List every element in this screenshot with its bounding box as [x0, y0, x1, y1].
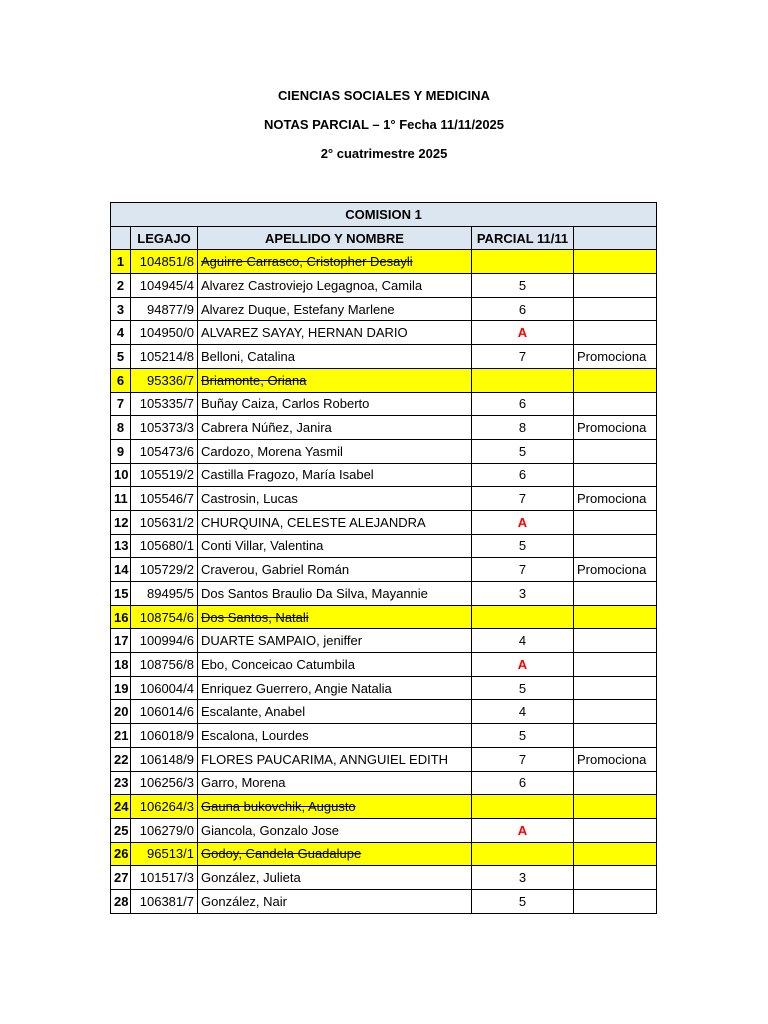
row-legajo: 104851/8 — [131, 250, 198, 274]
row-name-text: Cabrera Núñez, Janira — [201, 420, 332, 436]
row-name-text: Belloni, Catalina — [201, 348, 295, 364]
term-title: 2° cuatrimestre 2025 — [320, 146, 448, 161]
row-grade: A — [472, 818, 574, 842]
row-number: 6 — [111, 368, 131, 392]
institution-title: CIENCIAS SOCIALES Y MEDICINA — [278, 88, 490, 103]
row-observation — [574, 629, 657, 653]
row-grade: 8 — [472, 416, 574, 440]
column-header-notes — [574, 226, 657, 250]
row-grade — [472, 368, 574, 392]
table-row — [111, 321, 657, 345]
row-name — [198, 416, 472, 440]
row-grade — [472, 795, 574, 819]
row-name-text: Enriquez Guerrero, Angie Natalia — [201, 680, 392, 696]
row-legajo: 105546/7 — [131, 487, 198, 511]
row-observation — [574, 700, 657, 724]
row-observation — [574, 463, 657, 487]
row-observation — [574, 842, 657, 866]
row-observation — [574, 582, 657, 606]
row-number: 22 — [111, 747, 131, 771]
group-title: COMISION 1 — [111, 203, 657, 227]
row-legajo: 106014/6 — [131, 700, 198, 724]
table-row — [111, 274, 657, 298]
row-observation — [574, 439, 657, 463]
row-name — [198, 558, 472, 582]
row-number: 19 — [111, 676, 131, 700]
row-observation: Promociona — [574, 345, 657, 369]
row-name-text: Alvarez Castroviejo Legagnoa, Camila — [201, 277, 423, 293]
row-legajo: 104950/0 — [131, 321, 198, 345]
row-name — [198, 700, 472, 724]
row-legajo: 105519/2 — [131, 463, 198, 487]
row-name-text: Dos Santos Braulio Da Silva, Mayannie — [201, 585, 428, 601]
row-name-text: Giancola, Gonzalo Jose — [201, 822, 340, 838]
row-grade: 5 — [472, 274, 574, 298]
row-observation — [574, 818, 657, 842]
row-observation — [574, 676, 657, 700]
table-row — [111, 795, 657, 819]
table-row — [111, 653, 657, 677]
row-observation: Promociona — [574, 558, 657, 582]
row-grade: 6 — [472, 392, 574, 416]
table-row — [111, 866, 657, 890]
row-name — [198, 866, 472, 890]
row-number: 28 — [111, 889, 131, 913]
row-observation — [574, 889, 657, 913]
row-observation — [574, 368, 657, 392]
row-grade — [472, 605, 574, 629]
row-legajo: 108754/6 — [131, 605, 198, 629]
row-name — [198, 392, 472, 416]
column-header-row — [111, 226, 657, 250]
row-grade: 4 — [472, 629, 574, 653]
row-legajo: 95336/7 — [131, 368, 198, 392]
row-name-text: Aguirre Carrasco, Cristopher Desayli — [201, 254, 413, 270]
row-name-text: Godoy, Candela Guadalupe — [201, 846, 362, 862]
row-number: 2 — [111, 274, 131, 298]
table-row — [111, 297, 657, 321]
row-observation — [574, 250, 657, 274]
row-legajo: 89495/5 — [131, 582, 198, 606]
row-name — [198, 487, 472, 511]
group-title-row — [111, 203, 657, 227]
row-name — [198, 510, 472, 534]
row-name — [198, 250, 472, 274]
table-row — [111, 558, 657, 582]
row-number: 12 — [111, 510, 131, 534]
row-name-text: Conti Villar, Valentina — [201, 538, 324, 554]
exam-title: NOTAS PARCIAL – 1° Fecha 11/11/2025 — [263, 117, 505, 132]
row-grade: 5 — [472, 724, 574, 748]
row-grade — [472, 250, 574, 274]
row-grade: 7 — [472, 345, 574, 369]
row-observation — [574, 534, 657, 558]
row-legajo: 108756/8 — [131, 653, 198, 677]
table-row — [111, 747, 657, 771]
row-grade: 5 — [472, 889, 574, 913]
row-observation — [574, 724, 657, 748]
table-row — [111, 487, 657, 511]
row-grade: 6 — [472, 297, 574, 321]
row-number: 16 — [111, 605, 131, 629]
row-name — [198, 297, 472, 321]
row-observation — [574, 297, 657, 321]
row-grade: 7 — [472, 747, 574, 771]
table-row — [111, 629, 657, 653]
row-observation — [574, 392, 657, 416]
row-name — [198, 605, 472, 629]
column-header-legajo: LEGAJO — [131, 226, 198, 250]
row-grade: A — [472, 653, 574, 677]
row-number: 17 — [111, 629, 131, 653]
table-row — [111, 700, 657, 724]
table-row — [111, 463, 657, 487]
table-row — [111, 250, 657, 274]
row-observation — [574, 274, 657, 298]
row-name — [198, 345, 472, 369]
row-legajo: 106264/3 — [131, 795, 198, 819]
row-legajo: 106018/9 — [131, 724, 198, 748]
row-grade: 5 — [472, 534, 574, 558]
row-legajo: 101517/3 — [131, 866, 198, 890]
row-observation: Promociona — [574, 416, 657, 440]
row-legajo: 106279/0 — [131, 818, 198, 842]
row-legajo: 106004/4 — [131, 676, 198, 700]
table-row — [111, 534, 657, 558]
table-row — [111, 510, 657, 534]
row-name-text: Castrosin, Lucas — [201, 491, 298, 507]
row-number: 27 — [111, 866, 131, 890]
row-name-text: Escalona, Lourdes — [201, 727, 309, 743]
row-legajo: 100994/6 — [131, 629, 198, 653]
row-number: 23 — [111, 771, 131, 795]
row-name-text: Briamonte, Oriana — [201, 372, 307, 388]
column-header-grade: PARCIAL 11/11 — [472, 226, 574, 250]
row-number: 14 — [111, 558, 131, 582]
row-name-text: Buñay Caiza, Carlos Roberto — [201, 396, 370, 412]
row-legajo: 105631/2 — [131, 510, 198, 534]
row-name-text: Dos Santos, Natali — [201, 609, 309, 625]
row-grade: 3 — [472, 866, 574, 890]
row-name-text: Garro, Morena — [201, 775, 286, 791]
grades-table — [110, 202, 657, 914]
row-legajo: 105335/7 — [131, 392, 198, 416]
row-number: 15 — [111, 582, 131, 606]
row-grade: A — [472, 510, 574, 534]
document-header — [0, 86, 768, 173]
row-grade: 6 — [472, 463, 574, 487]
row-name-text: Alvarez Duque, Estefany Marlene — [201, 301, 395, 317]
row-name — [198, 534, 472, 558]
table-row — [111, 676, 657, 700]
row-number: 11 — [111, 487, 131, 511]
table-row — [111, 345, 657, 369]
row-name — [198, 676, 472, 700]
row-name-text: CHURQUINA, CELESTE ALEJANDRA — [201, 514, 426, 530]
row-number: 20 — [111, 700, 131, 724]
row-legajo: 105473/6 — [131, 439, 198, 463]
row-name — [198, 439, 472, 463]
row-name — [198, 368, 472, 392]
row-number: 10 — [111, 463, 131, 487]
row-legajo: 105373/3 — [131, 416, 198, 440]
row-grade: 7 — [472, 558, 574, 582]
row-observation — [574, 321, 657, 345]
row-name — [198, 274, 472, 298]
row-name-text: DUARTE SAMPAIO, jeniffer — [201, 633, 363, 649]
row-name — [198, 889, 472, 913]
row-observation — [574, 771, 657, 795]
table-row — [111, 605, 657, 629]
row-name — [198, 463, 472, 487]
table-row — [111, 392, 657, 416]
row-legajo: 106148/9 — [131, 747, 198, 771]
table-row — [111, 416, 657, 440]
row-legajo: 94877/9 — [131, 297, 198, 321]
row-number: 9 — [111, 439, 131, 463]
row-name — [198, 842, 472, 866]
row-name-text: Ebo, Conceicao Catumbila — [201, 656, 355, 672]
row-grade: 7 — [472, 487, 574, 511]
row-number: 24 — [111, 795, 131, 819]
row-legajo: 104945/4 — [131, 274, 198, 298]
row-number: 26 — [111, 842, 131, 866]
row-legajo: 105680/1 — [131, 534, 198, 558]
row-name-text: ALVAREZ SAYAY, HERNAN DARIO — [201, 325, 408, 341]
row-name-text: Craverou, Gabriel Román — [201, 562, 350, 578]
row-number: 18 — [111, 653, 131, 677]
row-legajo: 96513/1 — [131, 842, 198, 866]
row-name-text: Cardozo, Morena Yasmil — [201, 443, 343, 459]
table-row — [111, 842, 657, 866]
table-row — [111, 818, 657, 842]
row-name — [198, 629, 472, 653]
column-header-number — [111, 226, 131, 250]
row-grade: A — [472, 321, 574, 345]
row-number: 7 — [111, 392, 131, 416]
row-observation: Promociona — [574, 747, 657, 771]
row-number: 13 — [111, 534, 131, 558]
row-name — [198, 795, 472, 819]
row-legajo: 105729/2 — [131, 558, 198, 582]
row-number: 5 — [111, 345, 131, 369]
row-name — [198, 724, 472, 748]
row-name — [198, 321, 472, 345]
row-grade: 4 — [472, 700, 574, 724]
table-row — [111, 439, 657, 463]
table-row — [111, 724, 657, 748]
row-legajo: 106381/7 — [131, 889, 198, 913]
row-name — [198, 818, 472, 842]
row-name — [198, 582, 472, 606]
row-name — [198, 653, 472, 677]
row-grade: 3 — [472, 582, 574, 606]
table-row — [111, 771, 657, 795]
table-row — [111, 582, 657, 606]
row-observation — [574, 866, 657, 890]
row-number: 25 — [111, 818, 131, 842]
row-number: 4 — [111, 321, 131, 345]
table-row — [111, 368, 657, 392]
row-grade: 5 — [472, 439, 574, 463]
table-row — [111, 889, 657, 913]
row-observation — [574, 795, 657, 819]
row-number: 21 — [111, 724, 131, 748]
row-name — [198, 747, 472, 771]
row-observation — [574, 605, 657, 629]
row-number: 1 — [111, 250, 131, 274]
row-name-text: Escalante, Anabel — [201, 704, 306, 720]
row-observation — [574, 510, 657, 534]
row-observation: Promociona — [574, 487, 657, 511]
row-grade: 6 — [472, 771, 574, 795]
row-name-text: González, Nair — [201, 893, 287, 909]
row-number: 8 — [111, 416, 131, 440]
table-body — [111, 250, 657, 913]
row-name-text: Castilla Fragozo, María Isabel — [201, 467, 374, 483]
column-header-name: APELLIDO Y NOMBRE — [198, 226, 472, 250]
row-grade: 5 — [472, 676, 574, 700]
row-name-text: González, Julieta — [201, 870, 301, 886]
row-observation — [574, 653, 657, 677]
row-legajo: 105214/8 — [131, 345, 198, 369]
row-name-text: Gauna bukovchik, Augusto — [201, 799, 356, 815]
row-grade — [472, 842, 574, 866]
row-legajo: 106256/3 — [131, 771, 198, 795]
row-number: 3 — [111, 297, 131, 321]
row-name-text: FLORES PAUCARIMA, ANNGUIEL EDITH — [201, 751, 449, 767]
row-name — [198, 771, 472, 795]
